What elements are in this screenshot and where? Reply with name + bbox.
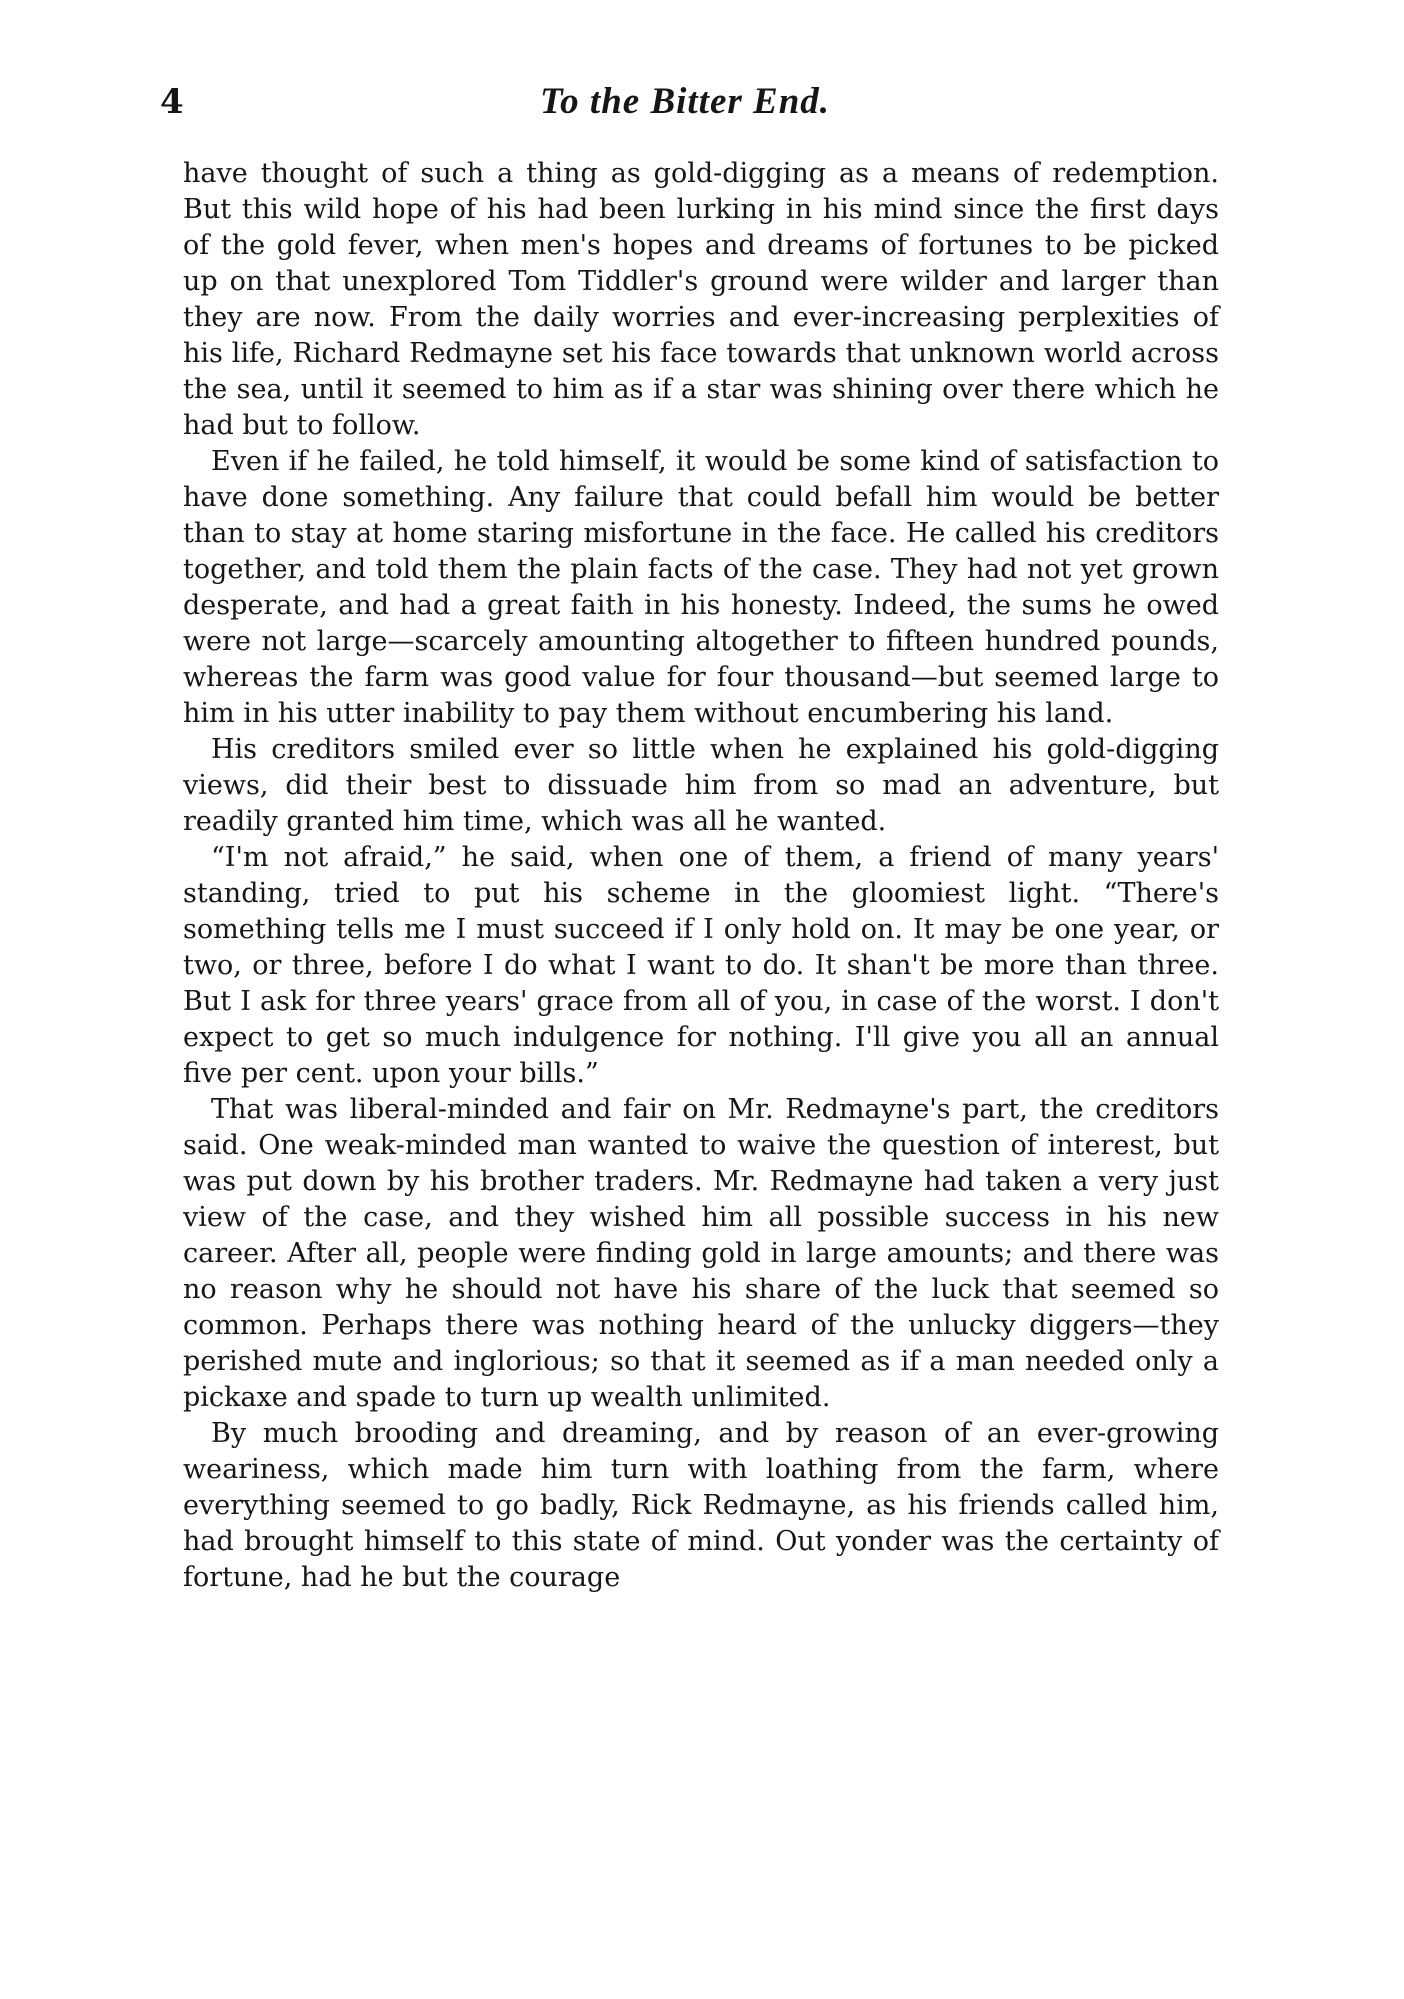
paragraph-3: His creditors smiled ever so little when he explained his gold-digging views, did their best to dissuade him from so mad an adventure, but readily granted him time, which was all he wanted.	[183, 734, 1219, 837]
paragraph-1: have thought of such a thing as gold-digging as a means of redemption. But this wild hope of his had been lurking in his mind since the first days of the gold fever, when men's hopes and dreams of fortunes to be picked up on that unexplored Tom Tiddler's ground were wilder and larger than they are now. From the daily worries and ever-increasing perplexities of his life, Richard Redmayne set his face towards that unknown world across the sea, until it seemed to him as if a star was shining over there which he had but to follow.	[183, 158, 1219, 441]
paragraph-4: “I'm not afraid,” he said, when one of them, a friend of many years' standing, tried to put his scheme in the gloomiest light. “There's something tells me I must succeed if I only hold on. It may be one year, or two, or three, before I do what I want to do. It shan't be more than three. But I ask for three years' grace from all of you, in case of the worst. I don't expect to get so much indulgence for nothing. I'll give you all an annual five per cent. upon your bills.”	[183, 842, 1219, 1089]
running-title: To the Bitter End.	[539, 81, 831, 122]
body-text	[183, 156, 1219, 1596]
paragraph-5: That was liberal-minded and fair on Mr. Redmayne's part, the creditors said. One weak-minded man wanted to waive the question of interest, but was put down by his brother traders. Mr. Redmayne had taken a very just view of the case, and they wished him all possible success in his new career. After all, people were finding gold in large amounts; and there was no reason why he should not have his share of the luck that seemed so common. Perhaps there was nothing heard of the unlucky diggers—they perished mute and inglorious; so that it seemed as if a man needed only a pickaxe and spade to turn up wealth unlimited.	[183, 1094, 1219, 1413]
paragraph-6: By much brooding and dreaming, and by reason of an ever-growing weariness, which made him turn with loathing from the farm, where everything seemed to go badly, Rick Redmayne, as his friends called him, had brought himself to this state of mind. Out yonder was the certainty of fortune, had he but the courage	[183, 1418, 1219, 1593]
paragraph-2: Even if he failed, he told himself, it would be some kind of satisfaction to have done something. Any failure that could befall him would be better than to stay at home staring misfortune in the face. He called his creditors together, and told them the plain facts of the case. They had not yet grown desperate, and had a great faith in his honesty. Indeed, the sums he owed were not large—scarcely amounting altogether to fifteen hundred pounds, whereas the farm was good value for four thousand—but seemed large to him in his utter inability to pay them without encumbering his land.	[183, 446, 1219, 729]
page-header	[160, 80, 1210, 140]
page-number: 4	[160, 82, 184, 122]
